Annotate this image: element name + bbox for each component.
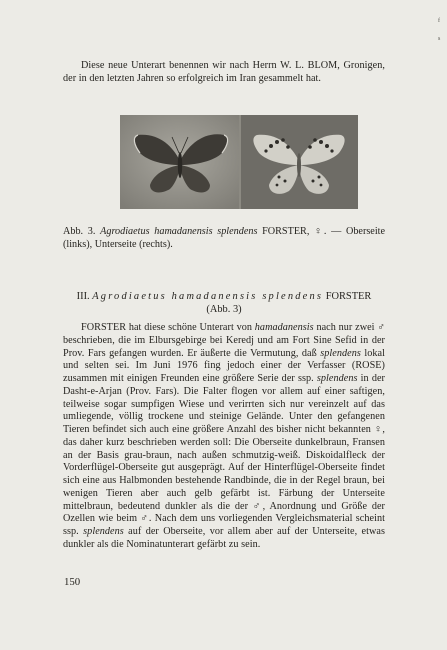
- figure-photo: [120, 115, 358, 209]
- caption-label: Abb. 3.: [63, 226, 96, 237]
- taxon-italic: hamadanensis: [254, 322, 314, 333]
- section-heading: [63, 290, 385, 316]
- margin-mark: s: [438, 36, 441, 42]
- section-taxon: Agrodiaetus hamadanensis splendens: [92, 291, 324, 302]
- taxon-italic: splendens: [316, 373, 358, 384]
- margin-marks: [438, 12, 440, 48]
- taxon-italic: splendens: [320, 347, 361, 359]
- caption-rest: FORSTER, ♀. — Oberseite (links), Unterseite (rechts).: [63, 226, 386, 250]
- section-numeral: III.: [76, 291, 90, 302]
- page-number: 150: [64, 576, 81, 588]
- section-author: FORSTER: [325, 291, 372, 302]
- butterfly-upperside-image: [120, 115, 239, 209]
- section-figref: (Abb. 3): [206, 304, 242, 315]
- margin-mark: f: [438, 18, 440, 24]
- taxon-italic: splendens: [83, 526, 124, 537]
- body-text: FORSTER hat diese schöne Unterart von hamadanensis nach nur zwei ♂ beschrieben, die im Elbursgebirge bei Keredj und am Fort Sine Sefid in der Prov. Fars gefangen wurden. Er äußerte die Vermutung, daß splendens lokal und selten sei. Im Juni 1976 fing jedoch einer der Verfasser (ROSE) zusammen mit einigen Freunden eine größere Serie der ssp. splendens in der Dasht-e-Arjan (Prov. Fars). Die Falter flogen vor allem auf einer saftigen, teilweise sogar sumpfigen Wiese und verirrten sich nur vereinzelt auf das umliegende, völlig trockene und steinige Gelände. Unter den gefangenen Tieren befindet sich auch eine größere Anzahl des bisher nicht bekannten ♀, das daher kurz beschrieben werden soll: Die Oberseite dunkelbraun, Fransen an der Basis grau-braun, nach außen schmutzig-weiß. Diskoidalfleck der Vorderflügel-Oberseite gut ausgeprägt. Auf der Hinterflügel-Oberseite findet sich eine aus Halbmonden bestehende Randbinde, die in der Regel braun, bei wenigen Tieren aber auch gelb gefärbt ist. Färbung der Unterseite mittelbraun, bedeutend dunkler als die der ♂, Anordnung und Größe der Ozellen wie beim ♂. Nach dem uns vorliegenden Vergleichsmaterial scheint ssp. splendens auf der Oberseite, vor allem aber auf der Unterseite, etwas dunkler als die Nominatunterart gefärbt zu sein.: [63, 322, 386, 550]
- figure-caption: [63, 225, 385, 251]
- intro-paragraph: [63, 60, 385, 86]
- intro-text: Diese neue Unterart benennen wir nach Herrn W. L. BLOM, Gronigen, der in den letzten Jahren so erfolgreich im Iran gesammelt hat.: [63, 60, 385, 84]
- butterfly-underside-image: [241, 115, 358, 209]
- caption-taxon: Agrodiaetus hamadanensis splendens: [100, 226, 258, 237]
- body-paragraph: [63, 322, 385, 552]
